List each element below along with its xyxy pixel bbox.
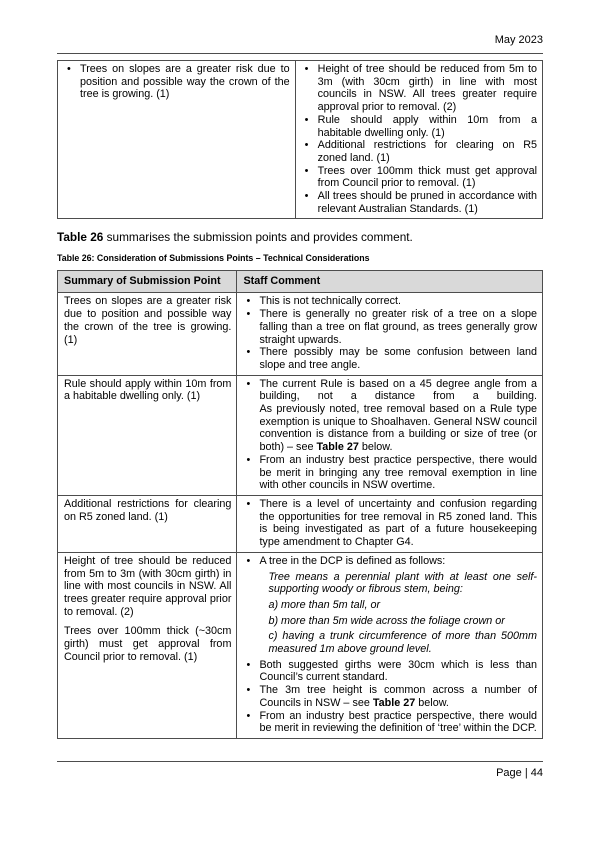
column-header-staff-comment: Staff Comment <box>237 271 543 293</box>
comment-cell <box>237 293 543 375</box>
bullet-text <box>259 454 537 491</box>
bullet-marker: • <box>246 684 251 697</box>
bullet-item <box>243 346 537 371</box>
bullet-marker: • <box>246 709 251 722</box>
bullet-text <box>318 139 537 164</box>
footer-rule <box>57 761 543 762</box>
bullet-item <box>243 498 537 549</box>
continuation-right-cell <box>295 61 542 219</box>
text-segment: Both suggested girths were 30cm which is less than Council’s current standard. <box>259 658 537 684</box>
paragraph <box>64 555 231 619</box>
bullet-text <box>318 190 537 215</box>
submission-points-continuation-table <box>57 60 543 219</box>
text-segment: There is a level of uncertainty and confusion regarding the opportunities for tree removal in R5 zoned land. This is being investigated as part of a future housekeeping type amendment to Chapter G4. <box>259 497 537 549</box>
text-segment: a) more than 5m tall, or <box>268 598 381 611</box>
text-segment: Trees over 100mm thick (~30cm girth) must get approval from Council prior to removal. (1) <box>64 625 232 663</box>
table-row <box>58 375 543 495</box>
text-segment: b) more than 5m wide across the foliage crown or <box>268 614 505 627</box>
definition-paragraph <box>268 615 537 628</box>
bullet-item <box>302 114 537 139</box>
table-row <box>58 293 543 375</box>
table-26 <box>57 270 543 739</box>
table-row <box>58 552 543 738</box>
definition-paragraph <box>268 571 537 596</box>
table-26-caption: Table 26: Consideration of Submissions Points – Technical Considerations <box>57 253 370 264</box>
bullet-marker: • <box>304 164 309 177</box>
bullet-item <box>243 378 537 454</box>
bullet-text <box>318 63 537 113</box>
bullet-text <box>259 308 537 345</box>
comment-cell <box>237 495 543 552</box>
bullet-text <box>259 498 537 548</box>
bullet-item <box>302 165 537 190</box>
bullet-marker: • <box>246 554 251 567</box>
bullet-marker: • <box>246 658 251 671</box>
text-segment: This is not technically correct. <box>259 295 402 308</box>
text-segment: The 3m tree height is common across a number of Councils in NSW – see <box>259 684 537 709</box>
text-segment: Trees on slopes are a greater risk due to position and possible way the crown of the tree is growing. (1) <box>80 63 290 101</box>
bullet-item <box>243 710 537 735</box>
text-segment: Additional restrictions for clearing on R5 zoned land. (1) <box>64 497 232 523</box>
bullet-item <box>243 659 537 684</box>
text-segment: There is generally no greater risk of a tree on a slope falling than a tree on flat ground, as trees generally grow straight upwards. <box>259 308 537 346</box>
bullet-text <box>318 165 537 190</box>
page-footer <box>57 761 543 780</box>
table-row <box>58 61 543 219</box>
text-segment: All trees should be pruned in accordance with relevant Australian Standards. (1) <box>317 190 537 215</box>
bullet-item <box>302 63 537 114</box>
text-segment: Trees over 100mm thick must get approval from Council prior to removal. (1) <box>317 164 537 190</box>
intro-paragraph <box>57 230 543 244</box>
bullet-item <box>302 190 537 215</box>
bullet-marker: • <box>304 139 309 152</box>
text-segment: Rule should apply within 10m from a habitable dwelling only. (1) <box>64 377 232 403</box>
text-segment: There possibly may be some confusion between land slope and tree angle. <box>259 346 537 371</box>
text-segment: Trees on slopes are a greater risk due to position and possible way the crown of the tree is growing. (1) <box>64 295 232 346</box>
bullet-marker: • <box>246 377 251 390</box>
bullet-text <box>80 63 290 100</box>
text-segment: Additional restrictions for clearing on R5 zoned land. (1) <box>317 139 537 164</box>
intro-table-ref: Table 26 <box>57 230 104 245</box>
bullet-text <box>259 659 537 684</box>
table-row <box>58 495 543 552</box>
summary-cell <box>58 552 237 738</box>
summary-cell <box>58 495 237 552</box>
text-segment: The current Rule is based on a 45 degree angle from a building, not a distance from a building. <box>259 377 537 403</box>
paragraph <box>64 625 231 663</box>
text-segment: Height of tree should be reduced from 5m to 3m (with 30cm girth) in line with most councils in NSW. All trees greater require approval prior to removal. (2) <box>317 63 537 114</box>
text-segment: From an industry best practice perspective, there would be merit in bringing any tree removal exemption in line with other councils in NSW overtime. <box>259 453 537 492</box>
summary-cell <box>58 293 237 375</box>
text-segment: From an industry best practice perspective, there would be merit in reviewing the definition of ‘tree’ within the DCP. <box>259 709 537 735</box>
bullet-marker: • <box>304 190 309 203</box>
text-segment: As previously noted, tree removal based on a Rule type exemption is unique to Shoalhaven. General NSW council convention is distance from a building or size of tree (or both) – see <box>259 403 537 454</box>
text-segment: Tree means a perennial plant with at least one self-supporting woody or fibrous stem, being: <box>268 570 537 596</box>
text-segment: Height of tree should be reduced from 5m to 3m (with 30cm girth) in line with most councils in NSW. All trees greater require approval prior to removal. (2) <box>64 554 232 618</box>
bullet-marker: • <box>304 63 309 75</box>
bullet-text <box>259 710 537 735</box>
definition-paragraph <box>268 630 537 655</box>
paragraph <box>64 498 231 523</box>
bullet-marker: • <box>246 346 251 359</box>
paragraph <box>64 378 231 403</box>
bullet-marker: • <box>246 308 251 321</box>
bullet-marker: • <box>246 497 251 510</box>
bullet-text <box>259 555 445 567</box>
table-cross-reference: Table 27 <box>316 441 359 454</box>
bullet-text <box>318 114 537 139</box>
bullet-item <box>64 63 290 101</box>
bullet-item <box>243 684 537 709</box>
bullet-item <box>243 295 537 308</box>
bullet-item <box>243 555 537 568</box>
bullet-text <box>259 346 537 371</box>
bullet-marker: • <box>246 453 251 466</box>
bullet-marker: • <box>67 63 71 75</box>
bullet-text <box>259 684 537 709</box>
bullet-marker: • <box>246 295 251 308</box>
comment-cell <box>237 552 543 738</box>
header-rule <box>57 53 543 54</box>
bullet-item <box>243 454 537 492</box>
bullet-marker: • <box>304 113 309 126</box>
intro-text: summarises the submission points and provides comment. <box>103 230 413 245</box>
text-segment: below. <box>415 696 449 709</box>
table-header-row <box>58 271 543 293</box>
paragraph <box>64 295 231 346</box>
text-segment: below. <box>358 441 393 454</box>
bullet-text <box>259 378 537 454</box>
summary-cell <box>58 375 237 495</box>
table-cross-reference: Table 27 <box>372 696 416 709</box>
continuation-left-cell <box>58 61 296 219</box>
page-number: Page | 44 <box>496 767 543 779</box>
header-date: May 2023 <box>494 34 543 46</box>
bullet-item <box>243 308 537 346</box>
text-segment: Rule should apply within 10m from a habitable dwelling only. (1) <box>317 113 537 139</box>
definition-paragraph <box>268 599 537 612</box>
text-segment: A tree in the DCP is defined as follows: <box>259 554 446 567</box>
bullet-text <box>259 295 401 307</box>
bullet-item <box>302 139 537 164</box>
text-segment: c) having a trunk circumference of more than 500mm measured 1m above ground level. <box>268 630 537 656</box>
comment-cell <box>237 375 543 495</box>
column-header-summary: Summary of Submission Point <box>58 271 237 293</box>
